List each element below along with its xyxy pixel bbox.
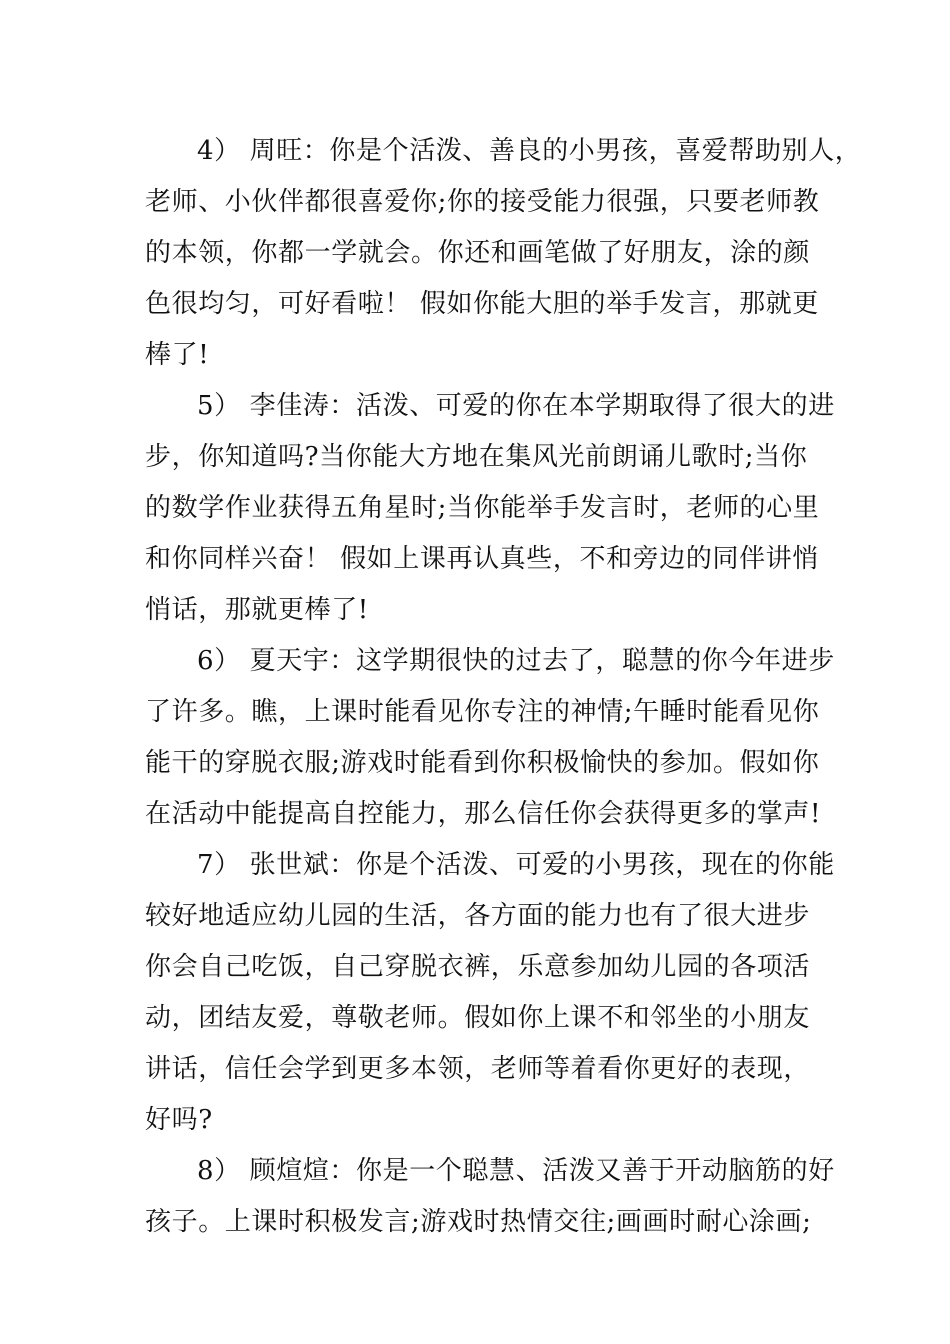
text-line: 老师、小伙伴都很喜爱你;你的接受能力很强，只要老师教 (145, 187, 820, 217)
text-line: 的本领，你都一学就会。你还和画笔做了好朋友，涂的颜 (145, 238, 811, 268)
document-page (145, 126, 862, 1248)
text-line: 较好地适应幼儿园的生活，各方面的能力也有了很大进步 (145, 901, 811, 931)
text-line: 讲话，信任会学到更多本领，老师等着看你更好的表现， (145, 1054, 811, 1084)
comment-paragraph-7 (145, 840, 835, 1146)
comment-paragraph-6 (145, 636, 835, 840)
text-line: 好吗? (145, 1105, 213, 1135)
text-line: 4） 周旺：你是个活泼、善良的小男孩，喜爱帮助别人， (197, 136, 862, 166)
comment-paragraph-8 (145, 1146, 835, 1248)
text-line: 的数学作业获得五角星时;当你能举手发言时，老师的心里 (145, 493, 820, 523)
comment-paragraph-5 (145, 381, 835, 636)
text-line: 在活动中能提高自控能力，那么信任你会获得更多的掌声! (145, 799, 822, 829)
text-line: 8） 顾煊煊：你是一个聪慧、活泼又善于开动脑筋的好 (197, 1156, 835, 1186)
text-line: 你会自己吃饭，自己穿脱衣裤，乐意参加幼儿园的各项活 (145, 952, 811, 982)
text-line: 了许多。瞧，上课时能看见你专注的神情;午睡时能看见你 (145, 697, 820, 727)
text-line: 7） 张世斌：你是个活泼、可爱的小男孩，现在的你能 (197, 850, 835, 880)
text-line: 5） 李佳涛：活泼、可爱的你在本学期取得了很大的进 (197, 391, 835, 421)
text-line: 动，团结友爱，尊敬老师。假如你上课不和邻坐的小朋友 (145, 1003, 811, 1033)
text-line: 孩子。上课时积极发言;游戏时热情交往;画画时耐心涂画; (145, 1207, 812, 1237)
text-line: 步，你知道吗?当你能大方地在集风光前朗诵儿歌时;当你 (145, 442, 808, 472)
text-line: 6） 夏天宇：这学期很快的过去了，聪慧的你今年进步 (197, 646, 835, 676)
text-line: 色很均匀，可好看啦！ 假如你能大胆的举手发言，那就更 (145, 289, 819, 319)
text-line: 棒了! (145, 340, 210, 370)
text-line: 悄话，那就更棒了! (145, 595, 369, 625)
text-line: 和你同样兴奋！ 假如上课再认真些，不和旁边的同伴讲悄 (145, 544, 819, 574)
text-line: 能干的穿脱衣服;游戏时能看到你积极愉快的参加。假如你 (145, 748, 820, 778)
comment-paragraph-4 (145, 126, 862, 381)
